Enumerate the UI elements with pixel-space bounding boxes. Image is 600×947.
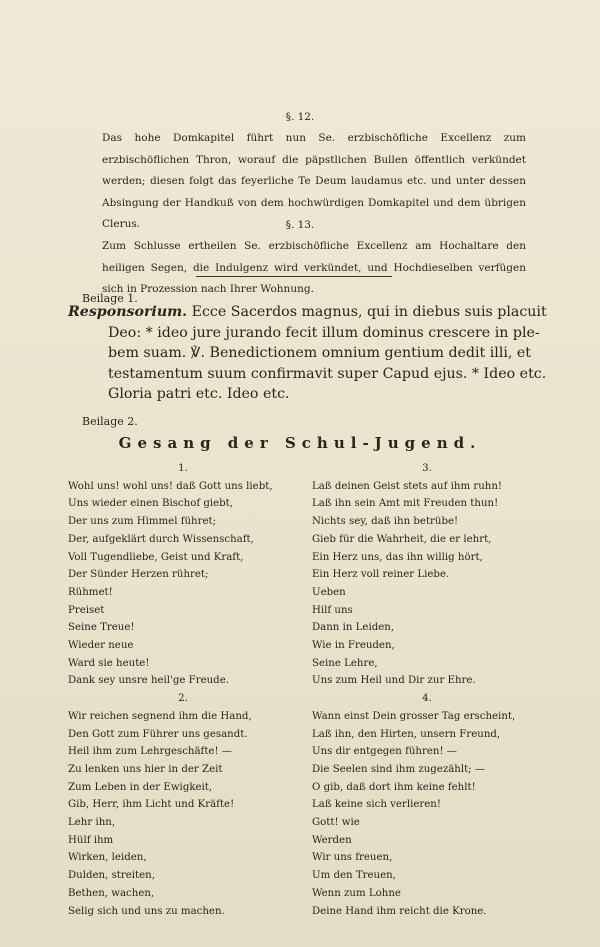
verse-line: Preiset <box>68 604 105 616</box>
verse-line: Wann einst Dein grosser Tag erscheint, <box>312 710 516 722</box>
verse-line: Hülf ihm <box>68 834 114 846</box>
verse-line: Wieder neue <box>68 640 134 652</box>
section-number-13: §. 13. <box>285 219 315 231</box>
verse-line: Der Sünder Herzen rühret; <box>68 569 209 581</box>
verse-line: Selig sich und uns zu machen. <box>68 905 225 917</box>
verse-line: Uns zum Heil und Dir zur Ehre. <box>312 675 476 687</box>
verse-line: Wirken, leiden, <box>68 852 147 864</box>
section-number-12: §. 12. <box>285 111 315 123</box>
verse-line: Rühmet! <box>68 586 113 598</box>
verse-line: Dann in Leiden, <box>312 622 395 634</box>
song-column-left <box>68 460 298 920</box>
separator-rule <box>196 276 392 277</box>
verse-line: Zu lenken uns hier in der Zeit <box>68 763 223 775</box>
verse-line: Ein Herz uns, das ihn willig hört, <box>312 551 483 563</box>
verse-line: Die Seelen sind ihm zugezählt; — <box>312 763 486 775</box>
verse-line: Werden <box>312 834 352 846</box>
verse-line: O gib, daß dort ihm keine fehlt! <box>312 781 476 793</box>
stanza-number: 3. <box>422 463 432 474</box>
verse-line: Wohl uns! wohl uns! daß Gott uns liebt, <box>68 480 273 492</box>
responsorium-label: Responsorium. <box>68 304 188 320</box>
stanza-number: 1. <box>178 463 188 474</box>
verse-line: Den Gott zum Führer uns gesandt. <box>68 728 248 740</box>
song-title: Gesang der Schul-Jugend. <box>118 434 482 452</box>
verse-line: Uns wieder einen Bischof giebt, <box>68 498 233 510</box>
section-text-12: Das hohe Domkapitel führt nun Se. erzbischöfliche Excellenz zum erzbischöflichen Thron, worauf die päpstlichen Bullen öffentlich verkündet werden; diesen folgt das feyerliche Te Deum laudamus etc. und unter dessen Absingung der Handkuß von dem hochwürdigen Domkapitel und dem übrigen Clerus. <box>102 132 526 230</box>
stanza-number: 2. <box>178 693 188 705</box>
verse-line: Hilf uns <box>312 604 353 616</box>
resp-line-1: Responsorium. Ecce Sacerdos magnus, qui in diebus suis placuit <box>68 304 547 320</box>
verse-line: Wie in Freuden, <box>312 640 395 652</box>
verse-line: Deine Hand ihm reicht die Krone. <box>312 905 487 917</box>
verse-line: Dank sey unsre heil'ge Freude. <box>68 675 229 687</box>
beilage-2-label: Beilage 2. <box>82 415 138 428</box>
verse-line: Seine Treue! <box>68 622 135 634</box>
verse-line: Wenn zum Lohne <box>312 887 401 899</box>
verse-line: Der, aufgeklärt durch Wissenschaft, <box>68 533 254 545</box>
verse-line: Gott! wie <box>312 817 360 829</box>
verse-line: Ward sie heute! <box>68 657 150 669</box>
verse-line: Lehr ihn, <box>68 817 116 829</box>
song-column-right <box>312 460 542 920</box>
beilage-1-label: Beilage 1. <box>82 292 138 305</box>
verse-line: Laß ihn, den Hirten, unsern Freund, <box>312 728 501 740</box>
verse-line: Gib, Herr, ihm Licht und Kräfte! <box>68 799 235 811</box>
verse-line: Wir reichen segnend ihm die Hand, <box>68 710 252 722</box>
verse-line: Ein Herz voll reiner Liebe. <box>312 569 450 581</box>
resp-line-5: Gloria patri etc. Ideo etc. <box>108 386 290 402</box>
resp-line-3: bem suam. ℣. Benedictionem omnium gentium dedit illi, et <box>108 345 532 361</box>
verse-line: Seine Lehre, <box>312 657 378 669</box>
verse-line: Laß ihn sein Amt mit Freuden thun! <box>312 498 499 510</box>
verse-line: Uns dir entgegen führen! — <box>312 746 457 758</box>
resp-line-2: Deo: * ideo jure jurando fecit illum dominus crescere in ple- <box>108 324 540 341</box>
section-text-13: Zum Schlusse ertheilen Se. erzbischöfliche Excellenz am Hochaltare den heiligen Segen, die Indulgenz wird verkündet, und Hochdieselben verfügen sich in Prozession nach Ihrer Wohnung. <box>102 240 526 295</box>
verse-line: Heil ihm zum Lehrgeschäfte! — <box>68 746 232 758</box>
verse-line: Laß keine sich verlieren! <box>312 799 441 811</box>
verse-line: Um den Treuen, <box>312 870 396 882</box>
verse-line: Dulden, streiten, <box>68 870 155 882</box>
verse-line: Bethen, wachen, <box>68 887 155 899</box>
verse-line: Gieb für die Wahrheit, die er lehrt, <box>312 533 492 545</box>
verse-line: Der uns zum Himmel führet; <box>68 516 217 528</box>
responsorium <box>68 302 547 405</box>
stanza-number: 4. <box>422 693 432 705</box>
verse-line: Zum Leben in der Ewigkeit, <box>68 781 213 793</box>
verse-line: Laß deinen Geist stets auf ihm ruhn! <box>312 480 502 492</box>
verse-line: Ueben <box>312 586 346 598</box>
verse-line: Wir uns freuen, <box>312 852 393 864</box>
verse-line: Nichts sey, daß ihn betrübe! <box>312 516 459 528</box>
resp-line-4: testamentum suum confirmavit super Capud ejus. * Ideo etc. <box>108 365 547 382</box>
verse-line: Voll Tugendliebe, Geist und Kraft, <box>68 551 244 563</box>
